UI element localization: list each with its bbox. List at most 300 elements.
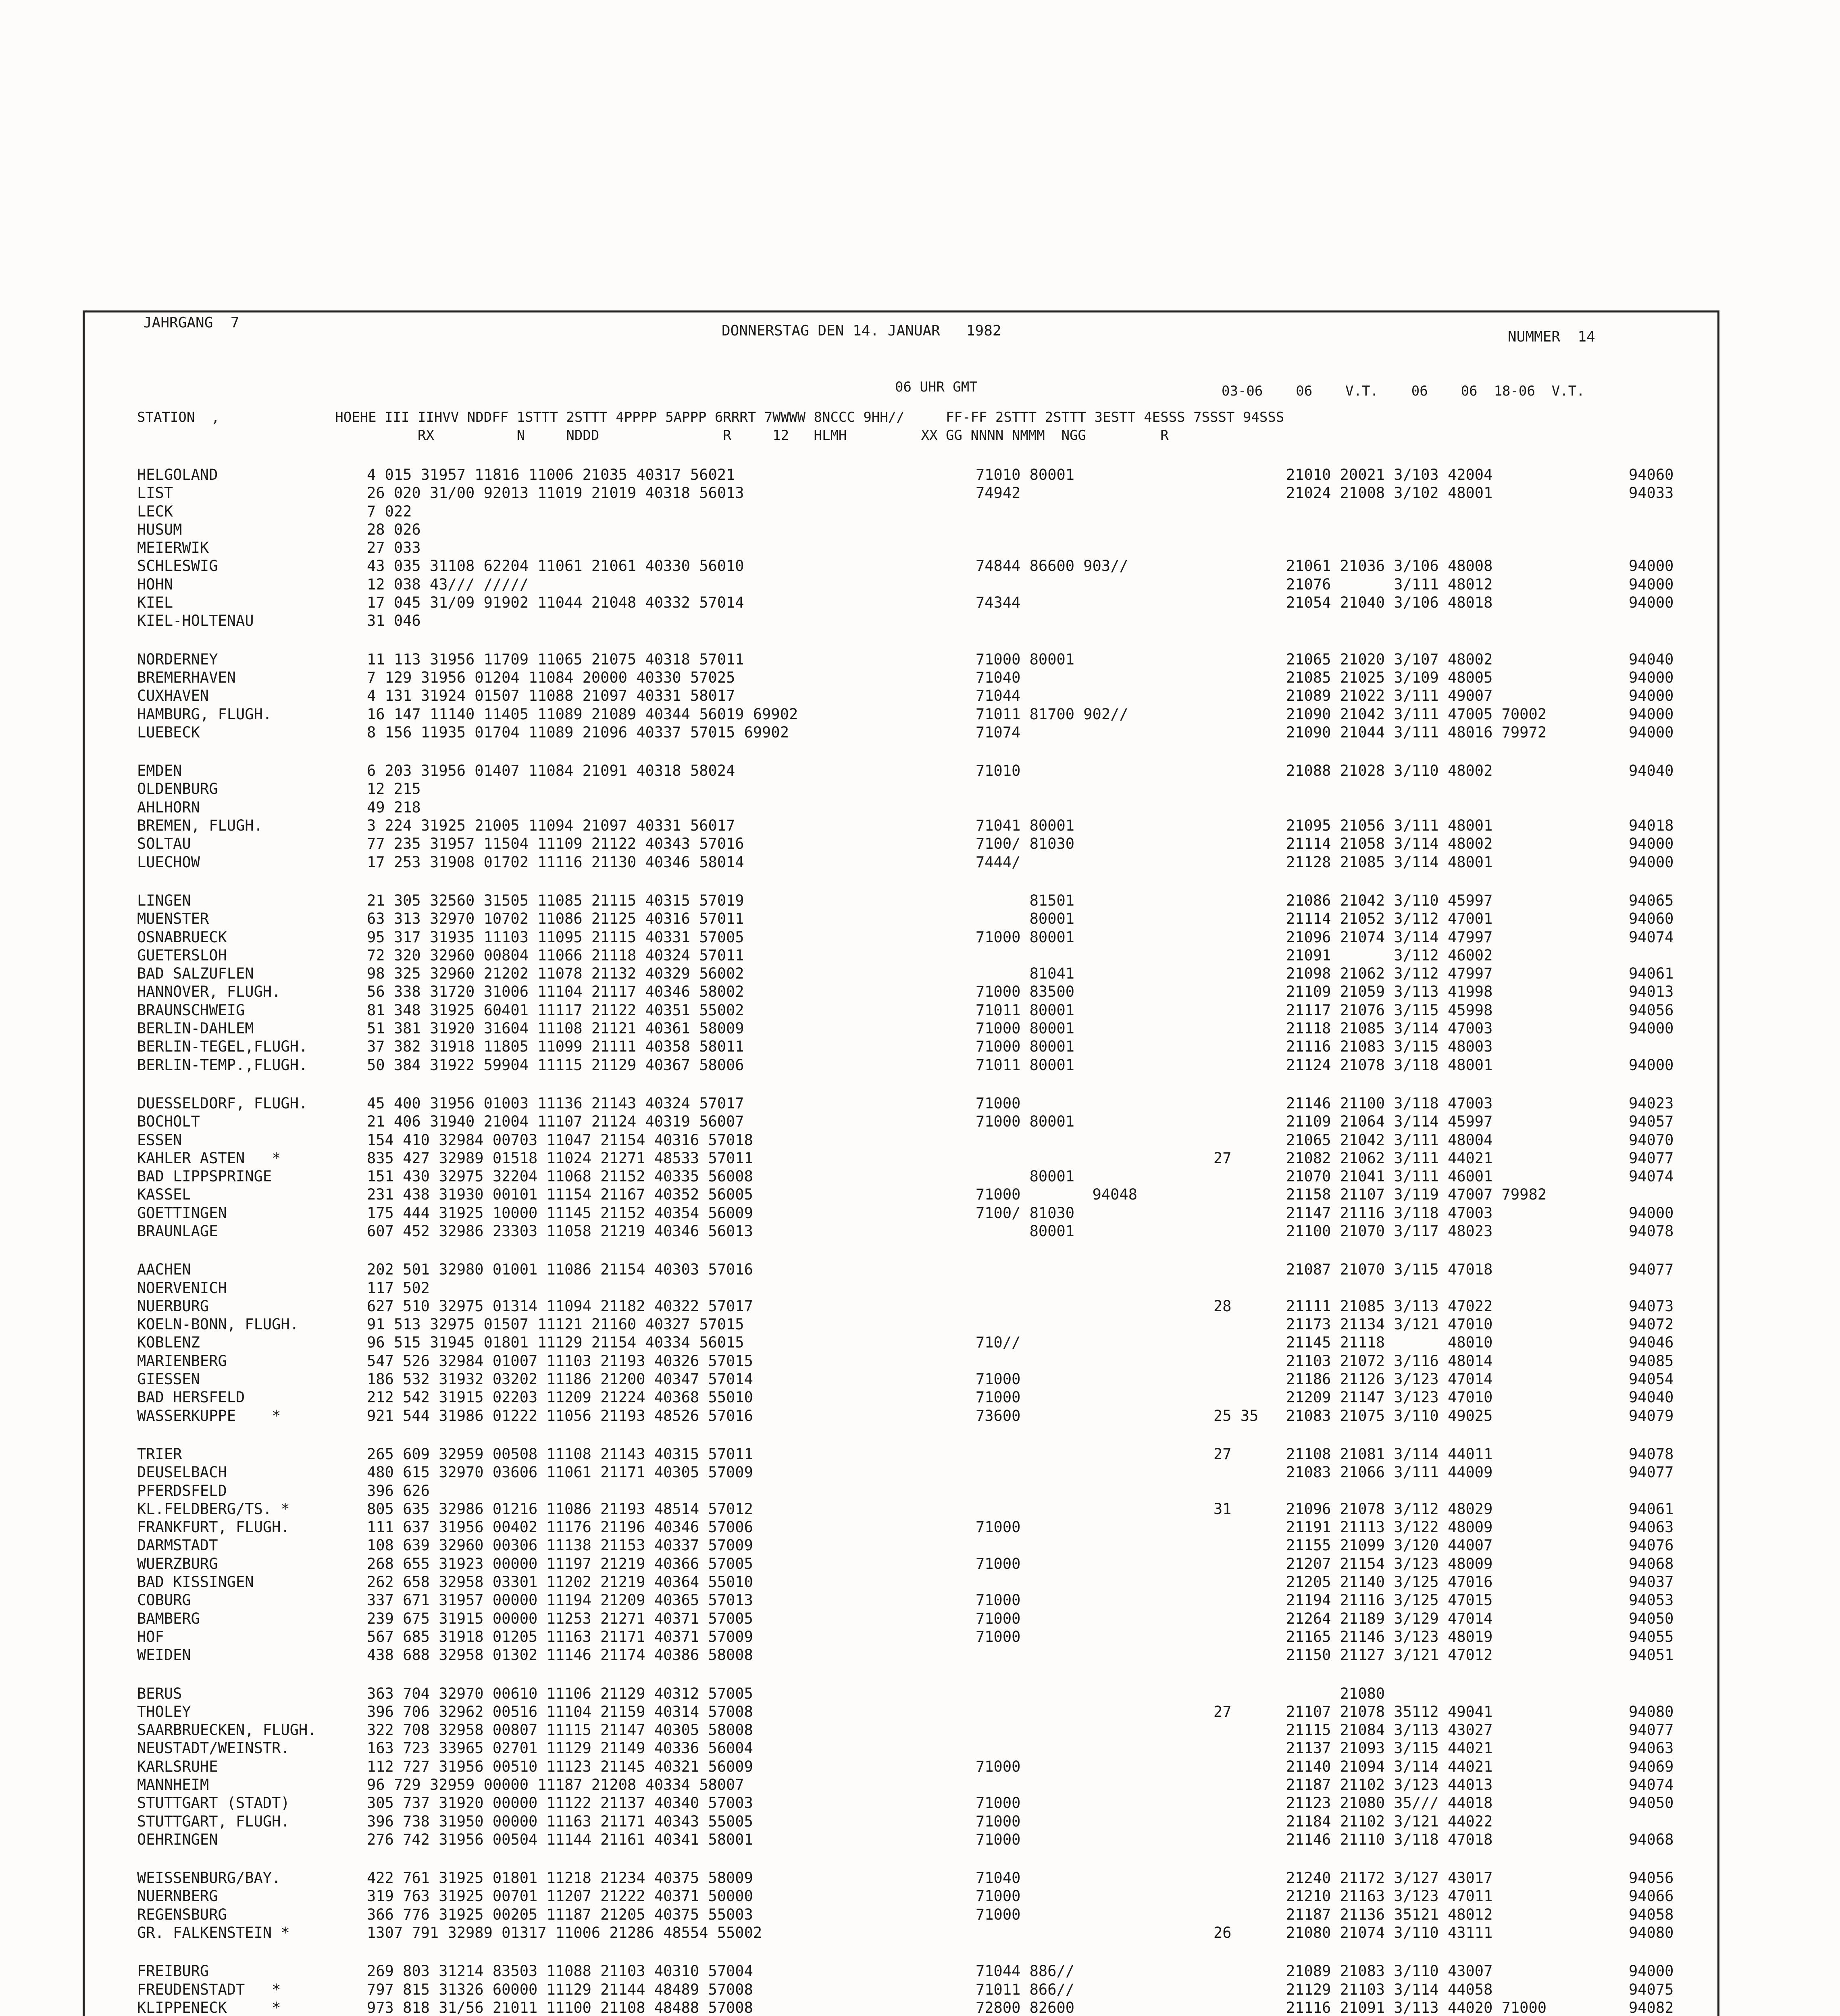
temperature-groups: 21146 21100 3/118 47003 xyxy=(1286,1094,1493,1112)
temperature-groups: 21146 21110 3/118 47018 xyxy=(1286,1831,1493,1848)
temperature-groups: 21096 21078 3/112 48029 xyxy=(1286,1500,1493,1518)
station-name: LECK xyxy=(137,502,173,520)
station-name: WEISSENBURG/BAY. xyxy=(137,1869,281,1887)
temperature-groups: 21080 xyxy=(1286,1685,1385,1702)
table-row xyxy=(137,650,1709,669)
synop-main: 231 438 31930 00101 11154 21167 40352 56005 xyxy=(367,1186,753,1204)
station-name: ESSEN xyxy=(137,1131,182,1149)
table-row xyxy=(137,1333,1709,1352)
table-row xyxy=(137,1628,1709,1646)
station-name: MARIENBERG xyxy=(137,1352,227,1370)
synop-main: 12 038 43/// ///// xyxy=(367,575,529,593)
table-row xyxy=(137,484,1709,502)
station-name: KASSEL xyxy=(137,1186,191,1204)
gust-value: 28 xyxy=(1213,1297,1232,1315)
synop-main: 63 313 32970 10702 11086 21125 40316 57011 xyxy=(367,910,744,928)
issue-number: NUMMER 14 xyxy=(1508,329,1595,345)
vt-value: 94000 xyxy=(1629,1962,1674,1980)
temperature-groups: 21158 21107 3/119 47007 79982 xyxy=(1286,1186,1547,1204)
station-name: DUESSELDORF, FLUGH. xyxy=(137,1094,308,1112)
table-row xyxy=(137,1094,1709,1112)
station-name: HUSUM xyxy=(137,521,182,538)
vt-value: 94000 xyxy=(1629,1056,1674,1074)
station-name: WASSERKUPPE * xyxy=(137,1407,281,1425)
vt-value: 94069 xyxy=(1629,1758,1674,1775)
synop-groups: 71000 xyxy=(976,1555,1021,1572)
vt-value: 94000 xyxy=(1629,575,1674,593)
temperature-groups: 21117 21076 3/115 45998 xyxy=(1286,1001,1493,1019)
temperature-groups: 21114 21052 3/112 47001 xyxy=(1286,910,1493,928)
table-row xyxy=(137,539,1709,557)
temperature-groups: 21108 21081 3/114 44011 xyxy=(1286,1445,1493,1463)
vt-value: 94050 xyxy=(1629,1794,1674,1812)
table-row xyxy=(137,1812,1709,1831)
station-group xyxy=(137,650,1709,741)
vt-value: 94058 xyxy=(1629,1906,1674,1923)
synop-main: 268 655 31923 00000 11197 21219 40366 57005 xyxy=(367,1555,753,1572)
table-row xyxy=(137,1981,1709,1999)
vt-value: 94054 xyxy=(1629,1370,1674,1388)
synop-main: 49 218 xyxy=(367,798,421,816)
vt-value: 94078 xyxy=(1629,1445,1674,1463)
table-row xyxy=(137,521,1709,539)
synop-main: 163 723 33965 02701 11129 21149 40336 56004 xyxy=(367,1739,753,1757)
synop-groups: 71000 80001 xyxy=(976,928,1075,946)
synop-groups: 80001 xyxy=(976,1222,1075,1240)
synop-main: 77 235 31957 11504 11109 21122 40343 57016 xyxy=(367,835,744,853)
synop-main: 239 675 31915 00000 11253 21271 40371 57005 xyxy=(367,1610,753,1627)
vt-value: 94000 xyxy=(1629,705,1674,723)
table-row xyxy=(137,1500,1709,1518)
vt-value: 94063 xyxy=(1629,1518,1674,1536)
station-name: DEUSELBACH xyxy=(137,1464,227,1481)
synop-groups: 71000 xyxy=(976,1794,1021,1812)
synop-main: 305 737 31920 00000 11122 21137 40340 57003 xyxy=(367,1794,753,1812)
station-name: MANNHEIM xyxy=(137,1776,209,1793)
vt-value: 94074 xyxy=(1629,928,1674,946)
synop-main: 4 015 31957 11816 11006 21035 40317 56021 xyxy=(367,466,735,483)
synop-groups: 71011 80001 xyxy=(976,1001,1075,1019)
synop-main: 43 035 31108 62204 11061 21061 40330 56010 xyxy=(367,557,744,575)
station-name: HOF xyxy=(137,1628,164,1645)
synop-main: 3 224 31925 21005 11094 21097 40331 56017 xyxy=(367,817,735,835)
table-row xyxy=(137,1297,1709,1315)
station-group xyxy=(137,1445,1709,1664)
synop-main: 26 020 31/00 92013 11019 21019 40318 56013 xyxy=(367,484,744,502)
table-row xyxy=(137,557,1709,575)
station-name: BAD LIPPSPRINGE xyxy=(137,1168,272,1185)
table-row xyxy=(137,1445,1709,1463)
vt-value: 94061 xyxy=(1629,965,1674,983)
synop-groups: 74344 xyxy=(976,594,1021,612)
table-row xyxy=(137,466,1709,484)
vt-value: 94075 xyxy=(1629,1981,1674,1998)
vt-value: 94000 xyxy=(1629,723,1674,741)
temperature-groups: 21083 21075 3/110 49025 xyxy=(1286,1407,1493,1425)
temperature-groups: 21024 21008 3/102 48001 xyxy=(1286,484,1493,502)
temperature-groups: 21082 21062 3/111 44021 xyxy=(1286,1149,1493,1167)
synop-main: 27 033 xyxy=(367,539,421,557)
table-row xyxy=(137,835,1709,853)
station-name: SCHLESWIG xyxy=(137,557,218,575)
synop-groups: 74942 xyxy=(976,484,1021,502)
synop-main: 438 688 32958 01302 11146 21174 40386 58008 xyxy=(367,1646,753,1664)
station-name: KL.FELDBERG/TS. * xyxy=(137,1500,290,1518)
synop-main: 45 400 31956 01003 11136 21143 40324 57017 xyxy=(367,1094,744,1112)
vt-value: 94037 xyxy=(1629,1573,1674,1591)
station-name: BAD KISSINGEN xyxy=(137,1573,254,1591)
gust-value: 26 xyxy=(1213,1924,1232,1942)
table-row xyxy=(137,1112,1709,1131)
synop-main: 797 815 31326 60000 11129 21144 48489 57008 xyxy=(367,1981,753,1998)
station-name: OEHRINGEN xyxy=(137,1831,218,1848)
temperature-groups: 21147 21116 3/118 47003 xyxy=(1286,1204,1493,1222)
station-group xyxy=(137,891,1709,1074)
station-name: CUXHAVEN xyxy=(137,687,209,705)
synop-main: 117 502 xyxy=(367,1279,430,1297)
station-name: GR. FALKENSTEIN * xyxy=(137,1924,290,1942)
table-row xyxy=(137,780,1709,798)
synop-groups: 81041 xyxy=(976,965,1075,983)
vt-value: 94076 xyxy=(1629,1537,1674,1554)
synop-main: 422 761 31925 01801 11218 21234 40375 58009 xyxy=(367,1869,753,1887)
synop-main: 11 113 31956 11709 11065 21075 40318 57011 xyxy=(367,650,744,668)
synop-groups: 71000 xyxy=(976,1094,1021,1112)
synop-groups: 71000 xyxy=(976,1610,1021,1627)
station-table xyxy=(137,466,1709,2016)
station-name: BOCHOLT xyxy=(137,1113,200,1131)
gust-value: 27 xyxy=(1213,1149,1232,1167)
synop-main: 72 320 32960 00804 11066 21118 40324 57011 xyxy=(367,946,744,964)
synop-main: 81 348 31925 60401 11117 21122 40351 55002 xyxy=(367,1001,744,1019)
synop-groups: 71000 xyxy=(976,1370,1021,1388)
gust-value: 27 xyxy=(1213,1445,1232,1463)
table-row xyxy=(137,1776,1709,1794)
vt-value: 94046 xyxy=(1629,1334,1674,1352)
synop-main: 175 444 31925 10000 11145 21152 40354 56009 xyxy=(367,1204,753,1222)
temperature-groups: 21065 21042 3/111 48004 xyxy=(1286,1131,1493,1149)
table-row xyxy=(137,1482,1709,1500)
issue-date: DONNERSTAG DEN 14. JANUAR 1982 xyxy=(722,323,1001,339)
synop-groups: 71000 xyxy=(976,1389,1021,1406)
table-row xyxy=(137,1721,1709,1739)
station-name: BERUS xyxy=(137,1685,182,1702)
synop-main: 21 406 31940 21004 11107 21124 40319 56007 xyxy=(367,1113,744,1131)
synop-main: 7 022 xyxy=(367,502,412,520)
vt-value: 94077 xyxy=(1629,1261,1674,1279)
vt-value: 94070 xyxy=(1629,1131,1674,1149)
temperature-groups: 21114 21058 3/114 48002 xyxy=(1286,835,1493,853)
synop-groups: 71041 80001 xyxy=(976,817,1075,835)
temperature-groups: 21065 21020 3/107 48002 xyxy=(1286,650,1493,668)
table-row xyxy=(137,1407,1709,1425)
synop-main: 607 452 32986 23303 11058 21219 40346 56013 xyxy=(367,1222,753,1240)
synop-main: 6 203 31956 01407 11084 21091 40318 58024 xyxy=(367,762,735,780)
synop-main: 805 635 32986 01216 11086 21193 48514 57012 xyxy=(367,1500,753,1518)
vt-value: 94000 xyxy=(1629,594,1674,612)
synop-main: 96 515 31945 01801 11129 21154 40334 56015 xyxy=(367,1334,744,1352)
temperature-groups: 21103 21072 3/116 48014 xyxy=(1286,1352,1493,1370)
vt-value: 94056 xyxy=(1629,1001,1674,1019)
table-row xyxy=(137,1573,1709,1591)
station-name: FREUDENSTADT * xyxy=(137,1981,281,1998)
station-name: THOLEY xyxy=(137,1703,191,1720)
synop-groups: 71000 83500 xyxy=(976,983,1075,1001)
vt-value: 94078 xyxy=(1629,1222,1674,1240)
table-row xyxy=(137,1037,1709,1056)
temperature-groups: 21090 21042 3/111 47005 70002 xyxy=(1286,705,1547,723)
temperature-groups: 21264 21189 3/129 47014 xyxy=(1286,1610,1493,1627)
temperature-groups: 21080 21074 3/110 43111 xyxy=(1286,1924,1493,1942)
station-name: NUERNBERG xyxy=(137,1887,218,1905)
synop-main: 567 685 31918 01205 11163 21171 40371 57009 xyxy=(367,1628,753,1645)
vt-value: 94065 xyxy=(1629,891,1674,909)
vt-value: 94050 xyxy=(1629,1610,1674,1627)
temperature-groups: 21173 21134 3/121 47010 xyxy=(1286,1316,1493,1333)
synop-groups: 71000 xyxy=(976,1906,1021,1923)
vt-value: 94040 xyxy=(1629,762,1674,780)
synop-main: 21 305 32560 31505 11085 21115 40315 57019 xyxy=(367,891,744,909)
synop-main: 98 325 32960 21202 11078 21132 40329 56002 xyxy=(367,965,744,983)
temperature-groups: 21010 20021 3/103 42004 xyxy=(1286,466,1493,483)
column-subcodes: RX N NDDD R 12 HLMH XX GG NNNN NMMM NGG R xyxy=(137,427,1169,444)
temperature-groups: 21128 21085 3/114 48001 xyxy=(1286,853,1493,871)
synop-main: 186 532 31932 03202 11186 21200 40347 57014 xyxy=(367,1370,753,1388)
vt-value: 94079 xyxy=(1629,1407,1674,1425)
synop-main: 627 510 32975 01314 11094 21182 40322 57017 xyxy=(367,1297,753,1315)
table-row xyxy=(137,891,1709,910)
temperature-groups: 21186 21126 3/123 47014 xyxy=(1286,1370,1493,1388)
station-group xyxy=(137,1260,1709,1425)
period-header: 03-06 06 V.T. 06 06 18-06 V.T. xyxy=(1222,383,1585,399)
synop-groups: 71000 80001 xyxy=(976,1038,1075,1056)
synop-groups: 80001 xyxy=(976,910,1075,928)
vt-value: 94056 xyxy=(1629,1869,1674,1887)
table-row xyxy=(137,1001,1709,1019)
temperature-groups: 21137 21093 3/115 44021 xyxy=(1286,1739,1493,1757)
vt-value: 94018 xyxy=(1629,817,1674,835)
vt-value: 94000 xyxy=(1629,1204,1674,1222)
table-row xyxy=(137,723,1709,741)
synop-groups: 71000 80001 xyxy=(976,650,1075,668)
vt-value: 94013 xyxy=(1629,983,1674,1001)
table-row xyxy=(137,798,1709,816)
vt-value: 94000 xyxy=(1629,835,1674,853)
table-row xyxy=(137,1185,1709,1204)
vt-value: 94057 xyxy=(1629,1113,1674,1131)
vt-value: 94000 xyxy=(1629,1020,1674,1037)
synop-groups: 71010 80001 xyxy=(976,466,1075,483)
temperature-groups: 21118 21085 3/114 47003 xyxy=(1286,1020,1493,1037)
synop-groups: 73600 xyxy=(976,1407,1021,1425)
station-name: GIESSEN xyxy=(137,1370,200,1388)
temperature-groups: 21076 3/111 48012 xyxy=(1286,575,1493,593)
synop-groups: 7100/ 81030 xyxy=(976,835,1075,853)
temperature-groups: 21107 21078 35112 49041 xyxy=(1286,1703,1493,1720)
table-row xyxy=(137,705,1709,723)
synop-groups: 71044 886// xyxy=(976,1962,1075,1980)
vt-value: 94060 xyxy=(1629,910,1674,928)
synop-main: 276 742 31956 00504 11144 21161 40341 58001 xyxy=(367,1831,753,1848)
table-row xyxy=(137,762,1709,780)
table-row xyxy=(137,1315,1709,1333)
station-name: KAHLER ASTEN * xyxy=(137,1149,281,1167)
station-name: BAD SALZUFLEN xyxy=(137,965,254,983)
temperature-groups: 21089 21083 3/110 43007 xyxy=(1286,1962,1493,1980)
vt-value: 94063 xyxy=(1629,1739,1674,1757)
station-name: FRANKFURT, FLUGH. xyxy=(137,1518,290,1536)
vt-value: 94073 xyxy=(1629,1297,1674,1315)
temperature-groups: 21087 21070 3/115 47018 xyxy=(1286,1261,1493,1279)
vt-value: 94061 xyxy=(1629,1500,1674,1518)
temperature-groups: 21089 21022 3/111 49007 xyxy=(1286,687,1493,705)
station-group xyxy=(137,1962,1709,2016)
time-header: 06 UHR GMT xyxy=(895,379,978,395)
temperature-groups: 21061 21036 3/106 48008 xyxy=(1286,557,1493,575)
synop-main: 17 045 31/09 91902 11044 21048 40332 57014 xyxy=(367,594,744,612)
synop-groups: 81501 xyxy=(976,891,1075,909)
vt-value: 94066 xyxy=(1629,1887,1674,1905)
table-row xyxy=(137,1685,1709,1703)
station-name: KOBLENZ xyxy=(137,1334,200,1352)
table-row xyxy=(137,669,1709,687)
synop-main: 56 338 31720 31006 11104 21117 40346 58002 xyxy=(367,983,744,1001)
synop-main: 202 501 32980 01001 11086 21154 40303 57016 xyxy=(367,1261,753,1279)
table-row xyxy=(137,1352,1709,1370)
table-row xyxy=(137,1703,1709,1721)
synop-main: 17 253 31908 01702 11116 21130 40346 58014 xyxy=(367,853,744,871)
table-row xyxy=(137,1388,1709,1406)
vt-value: 94068 xyxy=(1629,1555,1674,1572)
synop-groups: 71011 80001 xyxy=(976,1056,1075,1074)
synop-main: 835 427 32989 01518 11024 21271 48533 57011 xyxy=(367,1149,753,1167)
station-name: HOHN xyxy=(137,575,173,593)
synop-main: 108 639 32960 00306 11138 21153 40337 57009 xyxy=(367,1537,753,1554)
station-name: AACHEN xyxy=(137,1261,191,1279)
station-name: BRAUNSCHWEIG xyxy=(137,1001,245,1019)
table-row xyxy=(137,1906,1709,1924)
temperature-groups: 21085 21025 3/109 48005 xyxy=(1286,669,1493,686)
table-row xyxy=(137,1131,1709,1149)
table-row xyxy=(137,1370,1709,1388)
vt-value: 94060 xyxy=(1629,466,1674,483)
column-codes: STATION , HOEHE III IIHVV NDDFF 1STTT 2STTT 4PPPP 5APPP 6RRRT 7WWWW 8NCCC 9HH// FF-FF 2STTT 2STTT 3ESTT 4ESSS 7SSST 94SSS xyxy=(137,409,1284,425)
table-row xyxy=(137,983,1709,1001)
synop-groups: 71000 80001 xyxy=(976,1113,1075,1131)
temperature-groups: 21083 21066 3/111 44009 xyxy=(1286,1464,1493,1481)
station-name: KIEL xyxy=(137,594,173,612)
table-row xyxy=(137,910,1709,928)
synop-main: 151 430 32975 32204 11068 21152 40335 56008 xyxy=(367,1168,753,1185)
synop-main: 396 706 32962 00516 11104 21159 40314 57008 xyxy=(367,1703,753,1720)
synop-groups: 7444/ xyxy=(976,853,1021,871)
synop-main: 8 156 11935 01704 11089 21096 40337 57015 69902 xyxy=(367,723,789,741)
station-name: LUEBECK xyxy=(137,723,200,741)
temperature-groups: 21140 21094 3/114 44021 xyxy=(1286,1758,1493,1775)
vt-value: 94053 xyxy=(1629,1591,1674,1609)
synop-main: 111 637 31956 00402 11176 21196 40346 57006 xyxy=(367,1518,753,1536)
synop-groups: 71000 80001 xyxy=(976,1020,1075,1037)
station-name: OLDENBURG xyxy=(137,780,218,798)
synop-groups: 80001 xyxy=(976,1168,1075,1185)
table-row xyxy=(137,1463,1709,1481)
station-group xyxy=(137,1685,1709,1849)
station-name: BRAUNLAGE xyxy=(137,1222,218,1240)
station-name: FREIBURG xyxy=(137,1962,209,1980)
station-group xyxy=(137,1869,1709,1942)
temperature-groups: 21098 21062 3/112 47997 xyxy=(1286,965,1493,983)
gust-value: 31 xyxy=(1213,1500,1232,1518)
table-row xyxy=(137,1646,1709,1664)
station-name: BERLIN-TEGEL,FLUGH. xyxy=(137,1038,308,1056)
synop-main: 4 131 31924 01507 11088 21097 40331 58017 xyxy=(367,687,735,705)
station-name: HANNOVER, FLUGH. xyxy=(137,983,281,1001)
vt-value: 94055 xyxy=(1629,1628,1674,1645)
temperature-groups: 21070 21041 3/111 46001 xyxy=(1286,1168,1493,1185)
synop-main: 51 381 31920 31604 11108 21121 40361 58009 xyxy=(367,1020,744,1037)
synop-main: 973 818 31/56 21011 11100 21108 48488 57008 xyxy=(367,1999,753,2016)
station-name: PFERDSFELD xyxy=(137,1482,227,1500)
station-name: KARLSRUHE xyxy=(137,1758,218,1775)
vt-value: 94040 xyxy=(1629,650,1674,668)
temperature-groups: 21209 21147 3/123 47010 xyxy=(1286,1389,1493,1406)
station-name: LUECHOW xyxy=(137,853,200,871)
station-name: BERLIN-DAHLEM xyxy=(137,1020,254,1037)
table-row xyxy=(137,1831,1709,1849)
table-row xyxy=(137,853,1709,871)
vt-value: 94072 xyxy=(1629,1316,1674,1333)
jahrgang: JAHRGANG 7 xyxy=(143,314,239,331)
table-row xyxy=(137,1149,1709,1167)
table-row xyxy=(137,687,1709,705)
synop-groups: 71000 xyxy=(976,1831,1021,1848)
temperature-groups: 21150 21127 3/121 47012 xyxy=(1286,1646,1493,1664)
synop-groups: 71040 xyxy=(976,1869,1021,1887)
synop-main: 265 609 32959 00508 11108 21143 40315 57011 xyxy=(367,1445,753,1463)
station-name: SAARBRUECKEN, FLUGH. xyxy=(137,1721,317,1739)
temperature-groups: 21207 21154 3/123 48009 xyxy=(1286,1555,1493,1572)
temperature-groups: 21123 21080 35/// 44018 xyxy=(1286,1794,1493,1812)
synop-main: 480 615 32970 03606 11061 21171 40305 57009 xyxy=(367,1464,753,1481)
temperature-groups: 21095 21056 3/111 48001 xyxy=(1286,817,1493,835)
temperature-groups: 21109 21064 3/114 45997 xyxy=(1286,1113,1493,1131)
station-name: KIEL-HOLTENAU xyxy=(137,612,254,630)
synop-main: 37 382 31918 11805 11099 21111 40358 58011 xyxy=(367,1038,744,1056)
station-name: MUENSTER xyxy=(137,910,209,928)
vt-value: 94023 xyxy=(1629,1094,1674,1112)
station-name: DARMSTADT xyxy=(137,1537,218,1554)
temperature-groups: 21116 21091 3/113 44020 71000 xyxy=(1286,1999,1547,2016)
synop-groups: 71000 94048 xyxy=(976,1186,1137,1204)
synop-groups: 71000 xyxy=(976,1591,1021,1609)
vt-value: 94000 xyxy=(1629,557,1674,575)
synop-groups: 71000 xyxy=(976,1758,1021,1775)
temperature-groups: 21111 21085 3/113 47022 xyxy=(1286,1297,1493,1315)
table-row xyxy=(137,594,1709,612)
table-row xyxy=(137,1758,1709,1776)
station-name: TRIER xyxy=(137,1445,182,1463)
temperature-groups: 21129 21103 3/114 44058 xyxy=(1286,1981,1493,1998)
gust-value: 27 xyxy=(1213,1703,1232,1720)
synop-groups: 7100/ 81030 xyxy=(976,1204,1075,1222)
station-name: KOELN-BONN, FLUGH. xyxy=(137,1316,299,1333)
temperature-groups: 21240 21172 3/127 43017 xyxy=(1286,1869,1493,1887)
table-row xyxy=(137,1999,1709,2016)
synop-groups: 71044 xyxy=(976,687,1021,705)
temperature-groups: 21184 21102 3/121 44022 xyxy=(1286,1812,1493,1830)
temperature-groups: 21086 21042 3/110 45997 xyxy=(1286,891,1493,909)
station-name: BAD HERSFELD xyxy=(137,1389,245,1406)
